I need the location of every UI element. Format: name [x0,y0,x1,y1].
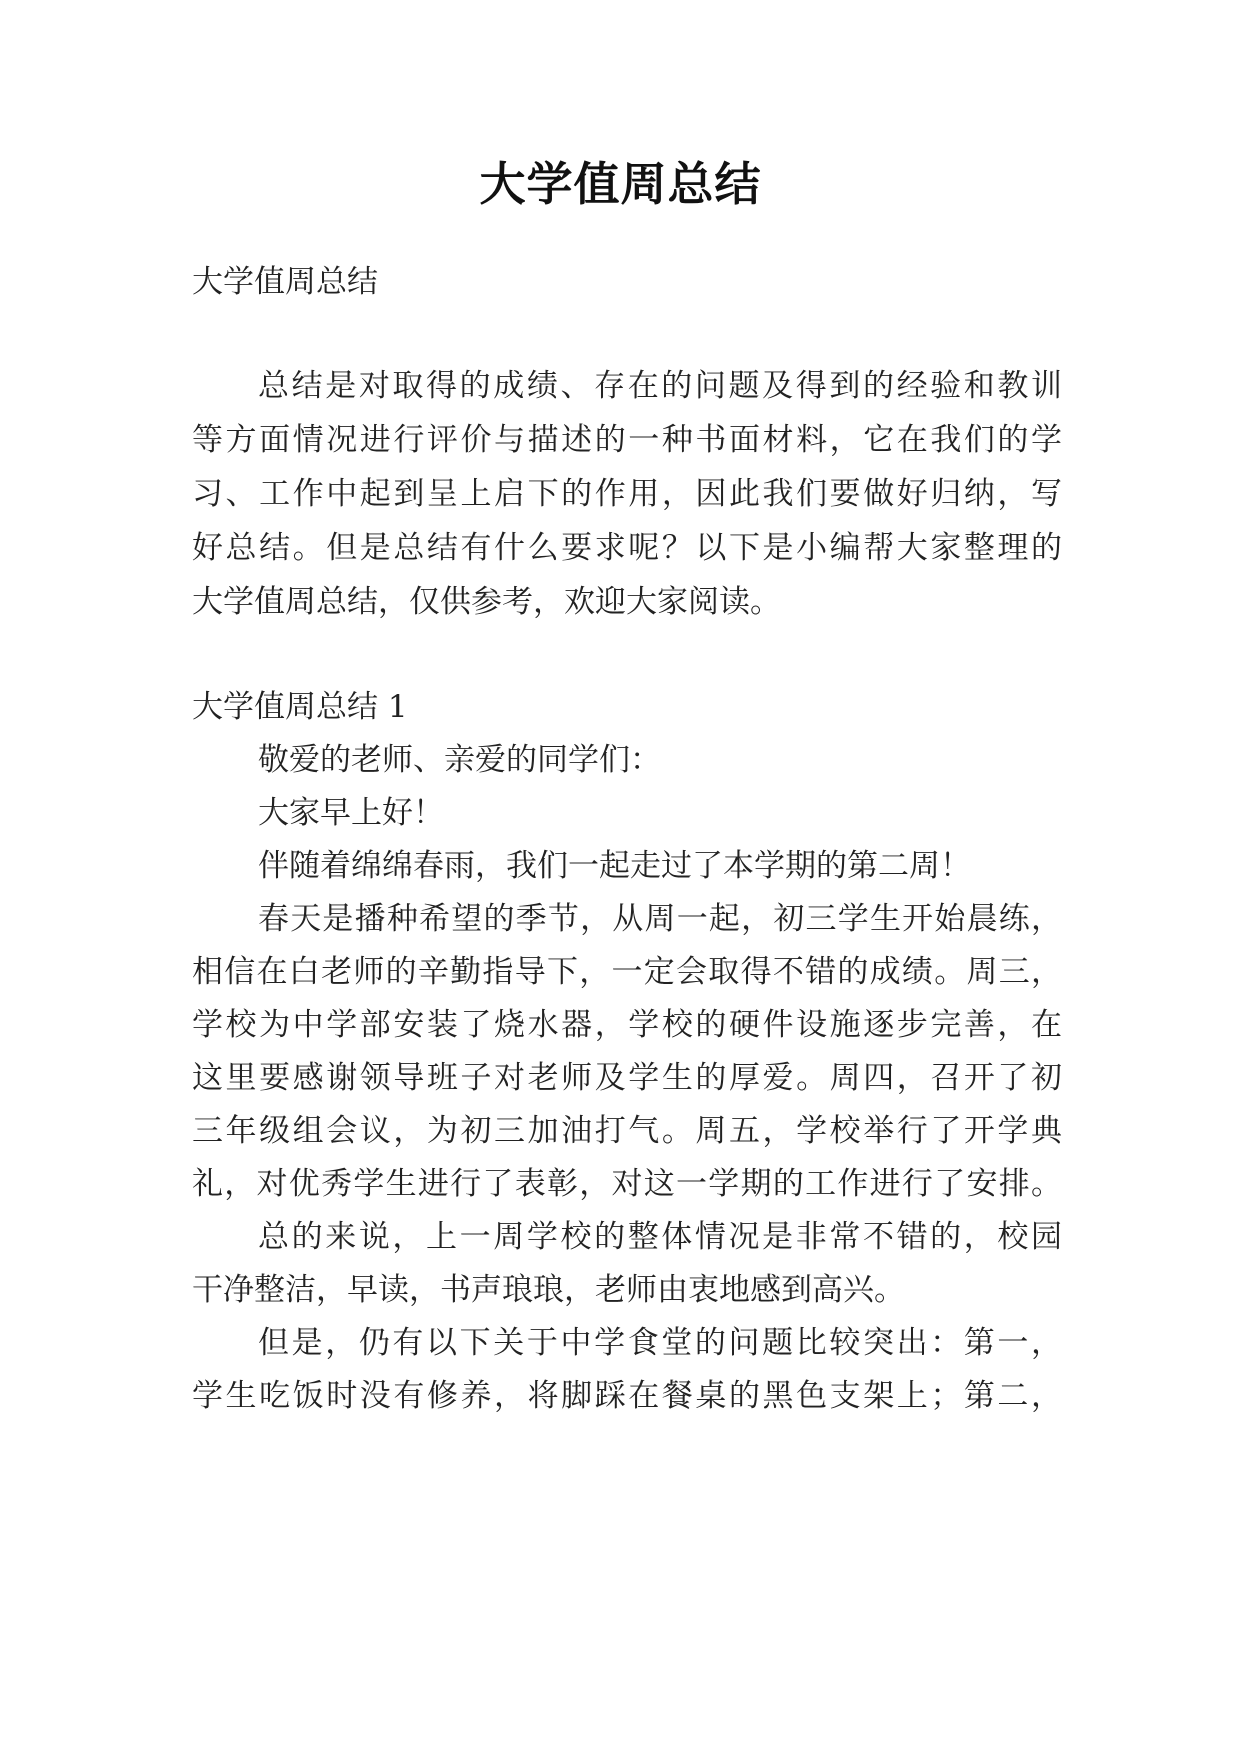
intro-line: 习、工作中起到呈上启下的作用，因此我们要做好归纳，写 [192,476,1062,512]
greeting: 大家早上好！ [258,795,444,831]
body-line: 三年级组会议，为初三加油打气。周五，学校举行了开学典 [192,1113,1062,1149]
intro-line: 等方面情况进行评价与描述的一种书面材料，它在我们的学 [192,422,1062,458]
body-line: 这里要感谢领导班子对老师及学生的厚爱。周四，召开了初 [192,1060,1062,1096]
body-line: 干净整洁，早读，书声琅琅，老师由衷地感到高兴。 [192,1272,905,1308]
body-line: 礼，对优秀学生进行了表彰，对这一学期的工作进行了安排。 [192,1166,1062,1202]
body-line: 学生吃饭时没有修养，将脚踩在餐桌的黑色支架上；第二， [192,1378,1062,1414]
intro-line: 总结是对取得的成绩、存在的问题及得到的经验和教训 [258,368,1062,404]
body-line: 相信在白老师的辛勤指导下，一定会取得不错的成绩。周三， [192,954,1062,990]
body-line: 伴随着绵绵春雨，我们一起走过了本学期的第二周！ [258,848,971,884]
section-heading: 大学值周总结 1 [192,689,408,725]
salutation: 敬爱的老师、亲爱的同学们： [258,742,661,778]
body-line: 但是，仍有以下关于中学食堂的问题比较突出：第一， [258,1325,1062,1361]
intro-line: 好总结。但是总结有什么要求呢？以下是小编帮大家整理的 [192,530,1062,566]
document-title: 大学值周总结 [479,157,762,211]
body-line: 总的来说，上一周学校的整体情况是非常不错的，校园 [258,1219,1062,1255]
body-line: 学校为中学部安装了烧水器，学校的硬件设施逐步完善，在 [192,1007,1062,1043]
body-line: 春天是播种希望的季节，从周一起，初三学生开始晨练， [258,901,1062,937]
intro-line: 大学值周总结，仅供参考，欢迎大家阅读。 [192,584,781,620]
document-subtitle: 大学值周总结 [192,264,378,300]
